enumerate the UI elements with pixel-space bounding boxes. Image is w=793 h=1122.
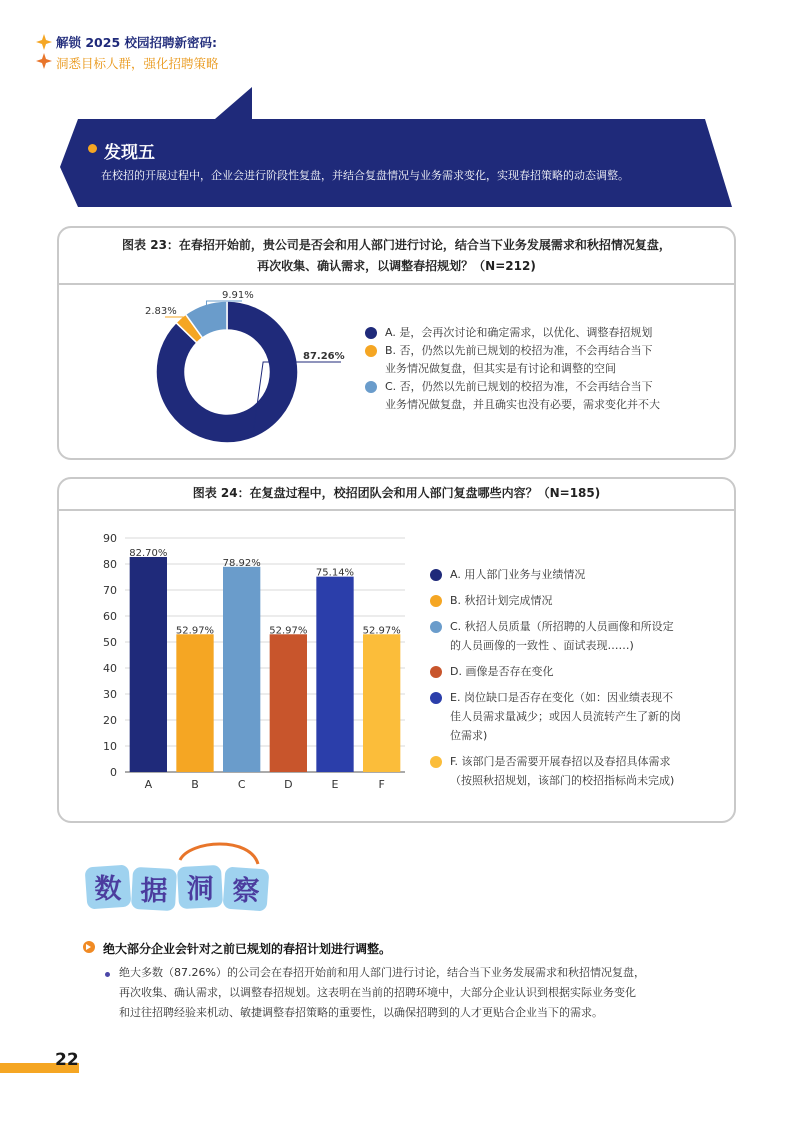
insight-badge-char: 洞 [186,874,214,905]
legend-marker [365,345,377,357]
y-tick-label: 50 [103,636,117,649]
legend-marker [430,595,442,607]
banner-title: 发现五 [104,143,155,163]
chart-23-legend [365,324,725,434]
bullet-dot-icon [105,972,110,977]
chart-23-title [59,228,734,277]
chart-24-divider [59,509,734,511]
insight-paragraph-line: 绝大多数（87.26%）的公司会在春招开始前和用人部门进行讨论，结合当下业务发展需求和秋招情况复盘， [119,966,645,979]
chart-24-bar-chart [90,525,420,800]
legend-label: 业务情况做复盘，并且确实也没有必要，需求变化并不大 [385,398,660,411]
legend-marker [365,327,377,339]
legend-label: C. 否，仍然以先前已规划的校招为准，不会再结合当下 [385,380,653,393]
donut-data-label: 2.83% [145,306,177,317]
insight-paragraph [119,963,709,1023]
x-tick-label: C [237,778,246,791]
legend-label: F. 该部门是否需要开展春招以及春招具体需求 [450,755,671,768]
play-arrow-icon [83,941,95,953]
insight-badge-char: 察 [232,876,260,907]
y-tick-label: 40 [103,662,117,675]
bar-value-label: 52.97% [362,625,401,637]
chart-23-title-line1: 图表 23：在春招开始前，贵公司是否会和用人部门进行讨论，结合当下业务发展需求和秋招情况复盘， [122,238,671,252]
legend-label: 业务情况做复盘，但其实是有讨论和调整的空间 [385,362,616,375]
bar-F [363,634,400,772]
star-icon [36,34,52,50]
x-tick-label: F [378,778,385,791]
bar-D [270,634,307,772]
bar-B [176,634,213,772]
y-tick-label: 0 [110,766,117,779]
y-tick-label: 10 [103,740,117,753]
chart-24-legend [430,566,730,796]
legend-label: C. 秋招人员质量（所招聘的人员画像和所设定 [450,620,674,633]
bar-value-label: 52.97% [269,625,308,637]
banner-text: 在校招的开展过程中，企业会进行阶段性复盘，并结合复盘情况与业务需求变化，实现春招策略的动态调整。 [101,169,629,182]
insight-badge-char: 数 [94,874,122,905]
insight-badge-char: 据 [140,876,168,907]
insight-paragraph-line: 和过往招聘经验来机动、敏捷调整春招策略的重要性，以确保招聘到的人才更贴合企业当下的需求。 [119,1006,603,1019]
x-tick-label: D [284,778,293,791]
donut-data-label: 9.91% [222,290,254,301]
star-icon [36,53,52,69]
legend-label: A. 用人部门业务与业绩情况 [450,568,586,581]
legend-label: A. 是，会再次讨论和确定需求，以优化、调整春招规划 [385,326,653,339]
legend-label: 佳人员需求量减少；或因人员流转产生了新的岗 [450,710,681,723]
bar-value-label: 52.97% [175,625,215,637]
chart-23-title-line2: 再次收集、确认需求，以调整春招规划？（N=212) [257,259,536,273]
legend-label: 位需求) [450,729,488,742]
y-tick-label: 30 [103,688,117,701]
banner-bullet-icon [88,144,97,153]
legend-label: E. 岗位缺口是否存在变化（如：因业绩表现不 [450,691,673,704]
x-tick-label: A [144,778,153,791]
header-tagline-line2: 洞悉目标人群，强化招聘策略 [56,56,219,71]
x-tick-label: E [331,778,339,791]
y-tick-label: 60 [103,610,117,623]
x-tick-label: B [191,778,199,791]
y-tick-label: 80 [103,558,117,571]
legend-label: 的人员画像的一致性 、面试表现……) [450,639,634,652]
donut-data-label: 87.26% [303,351,345,362]
legend-marker [430,621,442,633]
legend-marker [430,692,442,704]
legend-marker [430,569,442,581]
y-tick-label: 70 [103,584,117,597]
bar-value-label: 75.14% [315,567,355,579]
legend-marker [430,666,442,678]
legend-marker [365,381,377,393]
legend-label: B. 秋招计划完成情况 [450,594,553,607]
chart-24-title: 图表 24：在复盘过程中，校招团队会和用人部门复盘哪些内容？（N=185) [192,486,601,500]
chart-23-donut [140,280,380,460]
header-tagline-line1: 解锁 2025 校园招聘新密码: [56,35,217,50]
legend-marker [430,756,442,768]
bar-C [223,567,260,772]
bar-A [130,557,167,772]
legend-label: （按照秋招规划，该部门的校招指标尚未完成) [450,774,675,787]
bar-value-label: 78.92% [222,557,261,569]
page-number: 22 [55,1050,79,1070]
insight-heading: 绝大部分企业会针对之前已规划的春招计划进行调整。 [103,942,392,956]
y-tick-label: 90 [103,532,117,545]
bar-value-label: 82.70% [129,547,168,559]
legend-label: D. 画像是否存在变化 [450,665,554,678]
legend-label: B. 否，仍然以先前已规划的校招为准，不会再结合当下 [385,344,653,357]
bar-E [316,577,353,772]
insight-paragraph-line: 再次收集、确认需求，以调整春招规划。这表明在当前的招聘环境中，大部分企业认识到根据实际业务变化 [119,986,636,999]
y-tick-label: 20 [103,714,117,727]
banner-background [60,85,735,209]
insight-badge [80,838,280,918]
